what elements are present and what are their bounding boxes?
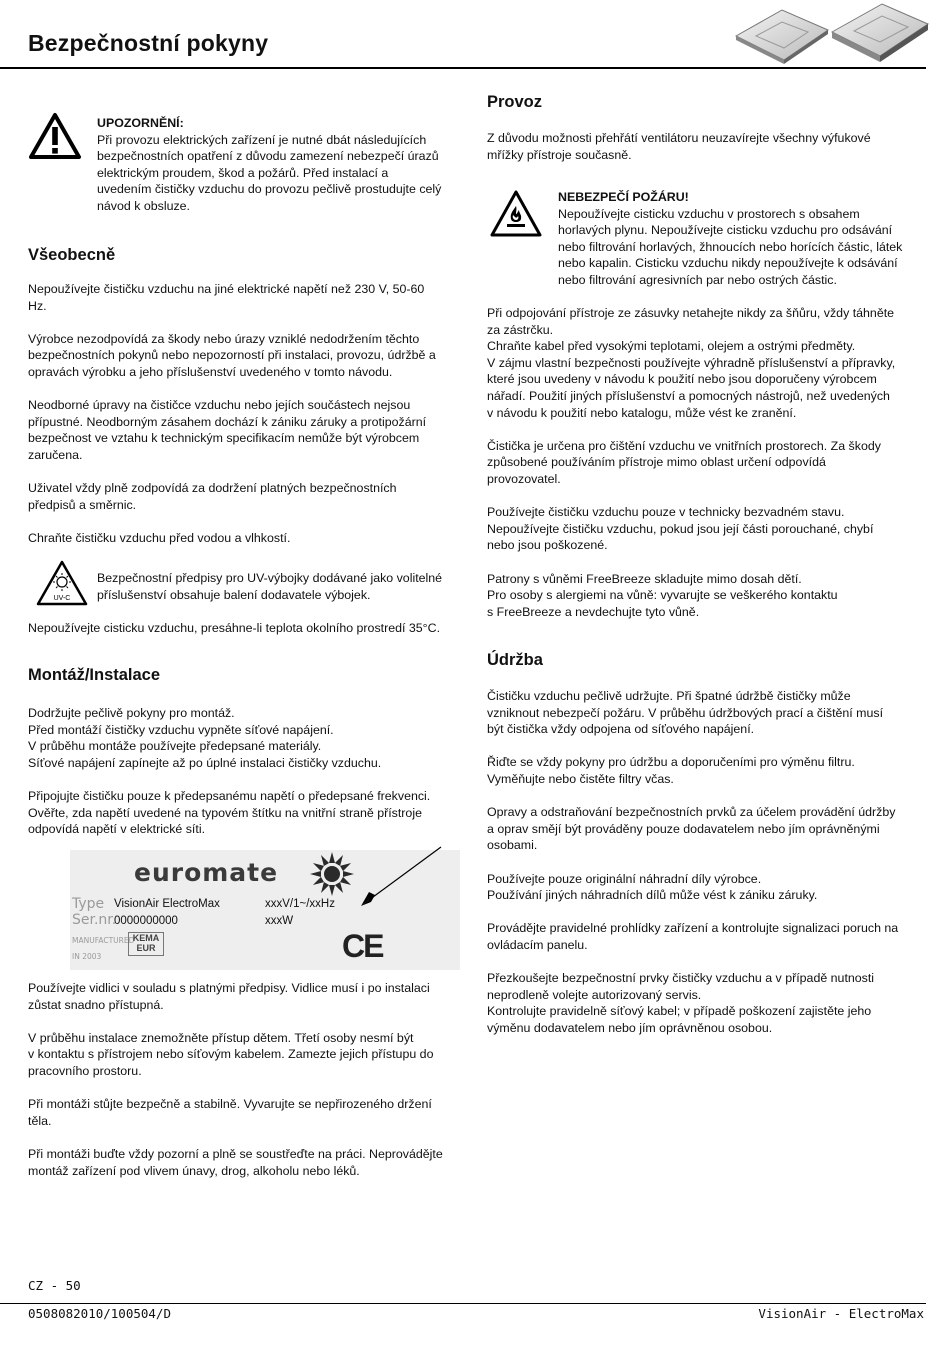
operation-heading: Provoz — [487, 93, 543, 111]
uv-icon-label: UV-C — [53, 595, 71, 602]
type-label: Type — [72, 896, 105, 912]
text-line: zaručena. — [28, 447, 83, 462]
serial-label: Ser.nr. — [72, 912, 117, 928]
text-line: opravách výrobku a jeho příslušenství uvedeného v tomto návodu. — [28, 364, 393, 379]
text-line: bezpečnostních pokynů nebo nepozorností při instalaci, provozu, údržbě a — [28, 348, 436, 363]
paragraph — [28, 397, 473, 463]
paragraph — [28, 788, 478, 838]
install-section — [28, 705, 478, 854]
text-line: Nepoužívejte cisticku vzduchu v prostorech s obsahem — [558, 206, 860, 221]
general-heading: Všeobecně — [28, 246, 116, 264]
serial-value: 0000000000 — [114, 915, 178, 927]
page-number: CZ - 50 — [28, 1278, 81, 1293]
text-line: nebo filtrování horlavých, žhnoucích nebo horících částic, látek — [558, 239, 903, 254]
paragraph — [28, 281, 473, 314]
paragraph — [28, 530, 473, 547]
text-line: Používejte pouze originální náhradní díly výrobce. — [487, 871, 762, 886]
text-line: které jsou uvedeny v návodu k použití nebo jsou doporučeny výrobcem — [487, 372, 877, 387]
text-line: předpisů a směrnic. — [28, 497, 137, 512]
text-line: neprodleně volejte autorizovaný servis. — [487, 987, 702, 1002]
text-line: v návodu k použití nebo katalogu, může vést ke zranění. — [487, 405, 797, 420]
uv-note — [97, 570, 477, 603]
text-line: Síťové napájení zapínejte až po úplné instalaci čističky vzduchu. — [28, 755, 382, 770]
document-code: 0508082010/100504/D — [28, 1306, 171, 1321]
paragraph — [487, 920, 927, 953]
paragraph — [487, 305, 927, 421]
text-line: výměnu dodavatelem nebo jím oprávněnou osobou. — [487, 1020, 773, 1035]
fire-warning-icon — [490, 190, 542, 238]
text-line: nebo kapalin. Cisticku vzduchu nikdy nepoužívejte k odsávání — [558, 256, 898, 271]
text-line: Výrobce nezodpovídá za škody nebo úrazy vzniklé nedodržením těchto — [28, 331, 420, 346]
ce-mark: CE — [342, 928, 383, 964]
install-heading: Montáž/Instalace — [28, 666, 161, 684]
text-line: Nepoužívejte čističku vzduchu na jiné elektrické napětí než 230 V, 50-60 — [28, 282, 425, 296]
text-line: provozovatel. — [487, 471, 561, 486]
paragraph — [28, 1146, 478, 1179]
text-line: Z důvodu možnosti přehřátí ventilátoru neuzavírejte všechny výfukové — [487, 131, 871, 145]
power-value: xxxW — [265, 915, 294, 927]
text-line: Bezpečnostní předpisy pro UV-výbojky dodávané jako volitelné — [97, 571, 443, 585]
text-line: pracovního prostoru. — [28, 1063, 142, 1078]
text-line: osobami. — [487, 838, 538, 853]
paragraph — [487, 571, 927, 621]
maintenance-section — [487, 688, 927, 1053]
kema-mark — [128, 932, 164, 956]
operation-intro — [487, 130, 927, 163]
text-line: nářadí. Použití jiných příslušenství a pomocných nástrojů, než uvedených — [487, 388, 890, 403]
text-line: horlavých plynu. Nepoužívejte cisticku vzduchu pro odsávání — [558, 223, 893, 238]
paragraph — [487, 754, 927, 787]
text-line: V průběhu montáže používejte předepsané materiály. — [28, 739, 322, 754]
warning-line: elektrickým proudem, škod a požárů. Před instalací a — [97, 165, 389, 180]
text-line: montáž zařízení pod vlivem únavy, drog, alkoholu nebo léků. — [28, 1163, 360, 1178]
title-rule — [0, 67, 926, 69]
paragraph — [28, 1030, 478, 1080]
warning-title: UPOZORNĚNÍ: — [97, 116, 184, 130]
kema-eur-text: EUR — [136, 943, 156, 953]
text-line: přípustné. Neodborným zásahem dochází k zániku záruky a protipožární — [28, 414, 427, 429]
sun-logo-icon — [308, 850, 356, 898]
text-line: Připojujte čističku pouze k předepsanému napětí o předepsané frekvenci. — [28, 788, 431, 803]
warning-line: bezpečnostních opatření z důvodu zamezení nebezpečí úrazů — [97, 149, 439, 164]
text-line: Dodržujte pečlivě pokyny pro montáž. — [28, 706, 235, 720]
text-line: Čističku vzduchu pečlivě udržujte. Při špatné údržbě čističky může — [487, 689, 851, 703]
manufactured-label: MANUFACTURED — [72, 936, 135, 945]
text-line: ovládacím panelu. — [487, 937, 588, 952]
warning-line: Při provozu elektrických zařízení je nutné dbát následujících — [97, 132, 427, 147]
operation-section — [487, 305, 927, 637]
text-line: Před montáží čističky vzduchu vypněte síťové napájení. — [28, 722, 334, 737]
manufactured-year: IN 2003 — [72, 952, 102, 961]
kema-text: KEMA — [132, 933, 160, 943]
product-photos-image — [732, 0, 930, 66]
type-value: VisionAir ElectroMax — [114, 898, 220, 910]
text-line: Patrony s vůněmi FreeBreeze skladujte mimo dosah dětí. — [487, 571, 802, 586]
text-line: V zájmu vlastní bezpečnosti používejte výhradně příslušenství a přípravky, — [487, 355, 896, 370]
text-line: Čistička je určena pro čištění vzduchu ve vnitřních prostorech. Za škody — [487, 438, 881, 453]
voltage-value: xxxV/1~/xxHz — [265, 898, 335, 910]
paragraph — [487, 804, 927, 854]
footer-rule — [0, 1303, 926, 1304]
page-title: Bezpečnostní pokyny — [28, 30, 269, 56]
text-line: Přezkoušejte bezpečnostní prvky čističky vzduchu a v případě nutnosti — [487, 971, 875, 986]
text-line: zůstat snadno přístupná. — [28, 997, 164, 1012]
paragraph — [28, 980, 478, 1013]
warning-line: návod k obsluze. — [97, 198, 190, 213]
text-line: nebo filtrování agresivních par nebo ostrých částic. — [558, 272, 837, 287]
text-line: bezpečnost ve vztahu k technickým specifikacím nemůže být výrobcem — [28, 431, 420, 446]
fire-warning-title: NEBEZPEČÍ POŽÁRU! — [558, 190, 689, 204]
text-line: Při montáži stůjte bezpečně a stabilně. Vyvarujte se nepřirozeného držení — [28, 1097, 432, 1112]
maintenance-heading: Údržba — [487, 651, 543, 669]
text-line: Používejte čističku vzduchu pouze v technicky bezvadném stavu. — [487, 505, 845, 520]
text-line: Chraňte kabel před vysokými teplotami, olejem a ostrými předměty. — [487, 339, 856, 354]
text-line: V průběhu instalace znemožněte přístup dětem. Třetí osoby nesmí být — [28, 1030, 414, 1045]
text-line: Opravy a odstraňování bezpečnostních prvků za účelem provádění údržby — [487, 805, 896, 820]
text-line: Nepoužívejte čističku vzduchu, pokud jsou její části porouchané, chybí — [487, 521, 874, 536]
text-line: Kontrolujte pravidelně síťový kabel; v případě poškození zajistěte jeho — [487, 1004, 872, 1019]
general-section — [28, 281, 473, 563]
paragraph — [487, 970, 927, 1036]
text-line: Uživatel vždy plně zodpovídá za dodržení platných bezpečnostních — [28, 481, 397, 496]
text-line: a oprav smějí být prováděny pouze dodavatelem nebo jím oprávněnými — [487, 821, 880, 836]
paragraph — [28, 1096, 478, 1129]
text-line: Ověřte, zda napětí uvedené na typovém štítku na vnitřní straně přístroje — [28, 805, 422, 820]
text-line: Neodborné úpravy na čističce vzduchu nebo jejích součástech nejsou — [28, 398, 411, 413]
brand-logo: euromate — [134, 858, 279, 887]
pointer-arrow-icon — [355, 845, 445, 910]
text-line: těla. — [28, 1113, 52, 1128]
paragraph — [487, 871, 927, 904]
text-line: způsobené používáním přístroje mimo oblast určení odpovídá — [487, 455, 826, 470]
text-line: Při odpojování přístroje ze zásuvky netahejte nikdy za šňůru, vždy táhněte — [487, 306, 895, 320]
text-line: Pro osoby s alergiemi na vůně: vyvarujte se veškerého kontaktu — [487, 588, 838, 603]
install-section-continued — [28, 980, 478, 1196]
text-line: s FreeBreeze a nevdechujte tyto vůně. — [487, 604, 700, 619]
text-line: Vyměňujte nebo čistěte filtry včas. — [487, 771, 674, 786]
text-line: být čistička vždy odpojena od síťového napájení. — [487, 722, 755, 737]
text-line: Nepoužívejte cisticku vzduchu, presáhne-li teplota okolního prostredí 35°C. — [28, 621, 441, 635]
paragraph — [487, 504, 927, 554]
paragraph — [487, 438, 927, 488]
text-line: příslušenství obsahuje balení dodavatele výbojek. — [97, 587, 371, 602]
paragraph — [487, 688, 927, 738]
text-line: odpovídá napětí v elektrické síti. — [28, 822, 206, 837]
text-line: mřížky přístroje současně. — [487, 147, 632, 162]
text-line: Chraňte čističku vzduchu před vodou a vlhkostí. — [28, 530, 291, 545]
text-line: nebo jsou poškozené. — [487, 538, 608, 553]
text-line: Řiďte se vždy pokyny pro údržbu a doporučeními pro výměnu filtru. — [487, 755, 855, 770]
text-line: v kontaktu s přístrojem nebo síťovým kabelem. Zamezte jejich přístupu do — [28, 1047, 434, 1062]
product-name: VisionAir - ElectroMax — [758, 1306, 924, 1321]
text-line: Provádějte pravidelné prohlídky zařízení a kontrolujte signalizaci poruch na — [487, 921, 899, 936]
paragraph — [28, 480, 473, 513]
text-line: Používání jiných náhradních dílů může vést k zániku záruky. — [487, 888, 818, 903]
text-line: Při montáži buďte vždy pozorní a plně se soustřeďte na práci. Neprovádějte — [28, 1146, 443, 1161]
warning-line: uvedením čističky vzduchu do provozu pečlivě prostudujte celý — [97, 182, 442, 197]
paragraph — [28, 705, 478, 771]
fire-warning-block — [558, 189, 928, 289]
text-line: Používejte vidlici v souladu s platnými předpisy. Vidlice musí i po instalaci — [28, 981, 430, 995]
uv-warning-icon — [36, 560, 88, 606]
warning-triangle-icon — [28, 112, 82, 160]
text-line: vzniknout nebezpečí požáru. V průběhu údržbových prací a čištění musí — [487, 705, 884, 720]
warning-block — [97, 115, 477, 215]
text-line: Hz. — [28, 298, 47, 313]
text-line: za zástrčku. — [487, 322, 554, 337]
temperature-note — [28, 620, 478, 637]
paragraph — [28, 331, 473, 381]
